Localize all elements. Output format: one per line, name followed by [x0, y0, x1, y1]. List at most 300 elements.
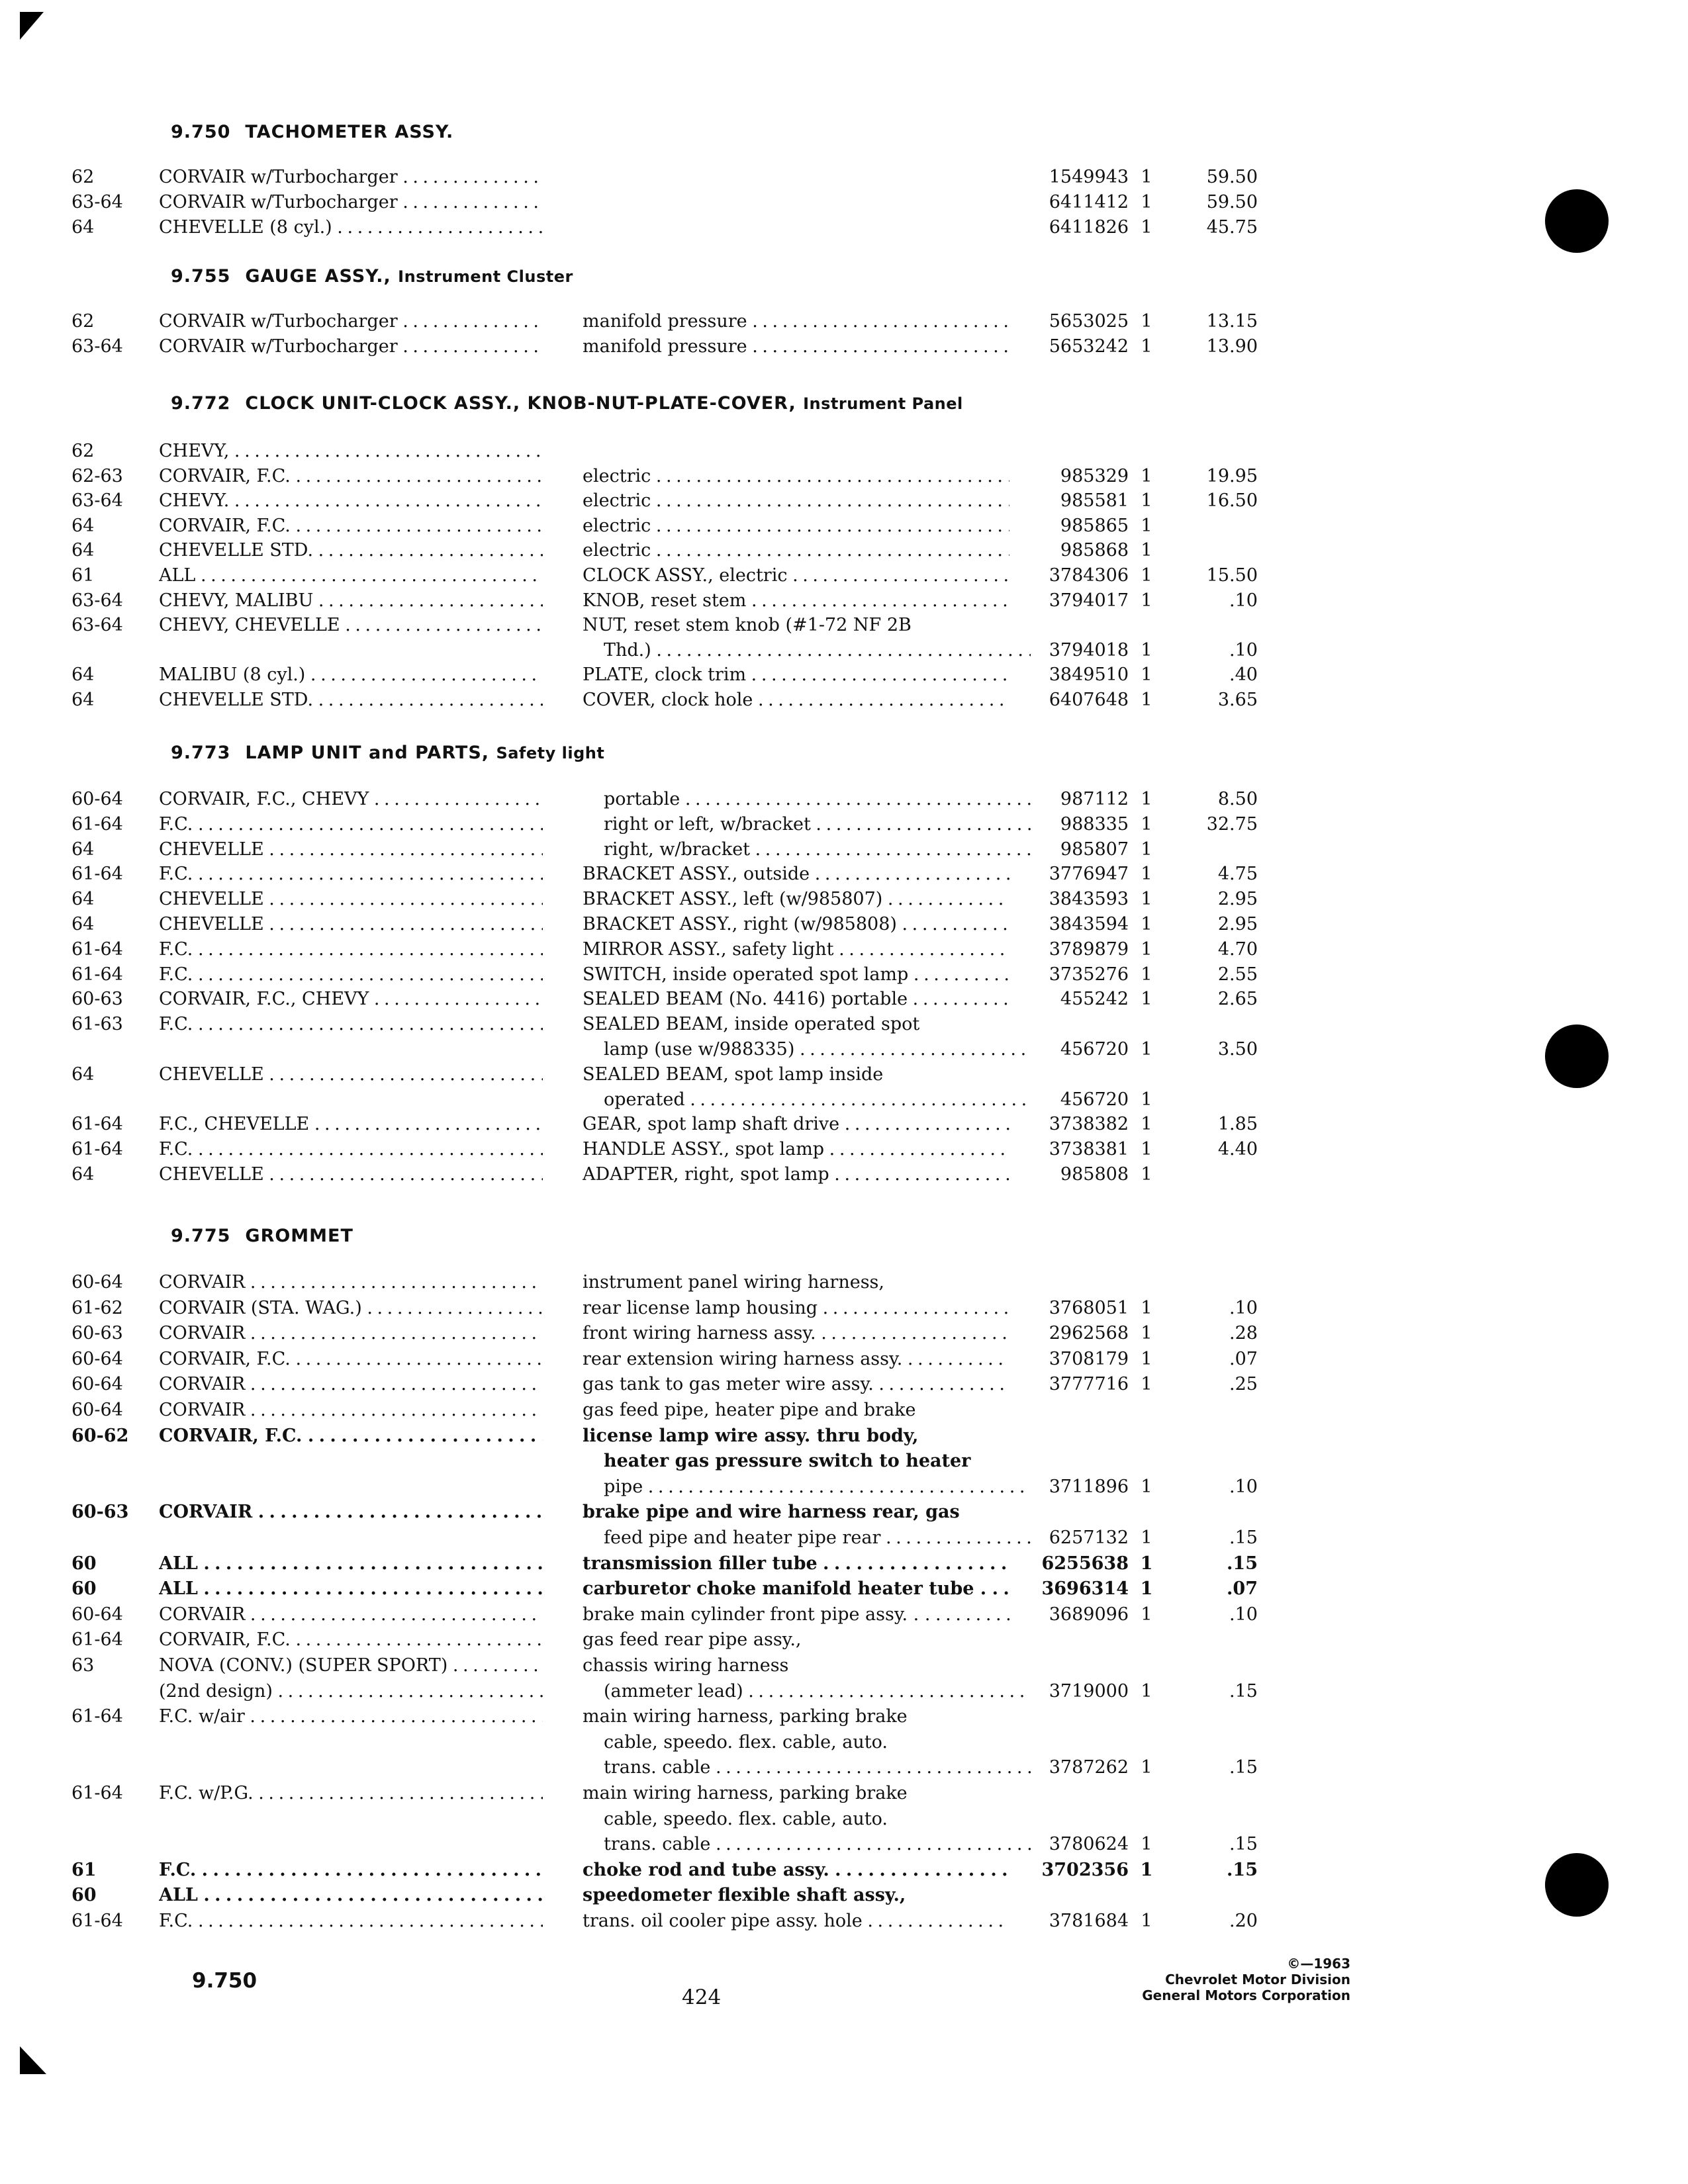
list-price: 4.40	[1217, 1139, 1258, 1160]
part-number: 987112	[1060, 789, 1129, 809]
quantity: 1	[1141, 1114, 1152, 1134]
part-row	[0, 1705, 1688, 1729]
part-description: cable, speedo. flex. cable, auto.	[604, 1732, 888, 1752]
quantity: 1	[1141, 1164, 1152, 1185]
model-years: 60-64	[71, 1272, 123, 1293]
part-description: transmission filler tube . . .	[583, 1552, 1009, 1576]
part-description: gas feed rear pipe assy.,	[583, 1629, 802, 1650]
part-description: rear license lamp housing . . .	[583, 1297, 1009, 1320]
part-description: CLOCK ASSY., electric . . .	[583, 564, 1009, 588]
corporation-name: General Motors Corporation	[1142, 1987, 1350, 2003]
part-row	[0, 614, 1688, 637]
part-number: 3794018	[1049, 640, 1129, 660]
section-heading	[171, 740, 604, 766]
part-row	[0, 1013, 1688, 1036]
list-price: .15	[1227, 1553, 1258, 1574]
model-years: 61	[71, 565, 95, 586]
part-description: license lamp wire assy. thru body,	[583, 1426, 919, 1446]
model-name: CORVAIR . . .	[159, 1603, 543, 1627]
part-row	[0, 688, 1688, 712]
model-years: 61-62	[71, 1298, 123, 1318]
part-number: 3794017	[1049, 590, 1129, 611]
quantity: 1	[1141, 1374, 1152, 1394]
publisher-block	[1099, 1956, 1350, 2003]
model-years: 63-64	[71, 336, 123, 357]
list-price: .10	[1229, 590, 1258, 611]
part-description: cable, speedo. flex. cable, auto.	[604, 1809, 888, 1829]
division-name: Chevrolet Motor Division	[1165, 1972, 1350, 1987]
part-row	[0, 963, 1688, 987]
part-row	[0, 564, 1688, 588]
section-number: 9.772	[171, 393, 231, 414]
part-description: manifold pressure . . .	[583, 310, 1009, 334]
model-name: CORVAIR, F.C. . . .	[159, 1347, 543, 1371]
part-row	[0, 191, 1688, 214]
part-row	[0, 1347, 1688, 1371]
section-heading	[171, 1223, 353, 1250]
part-row	[0, 1526, 1688, 1550]
list-price: 2.55	[1217, 964, 1258, 985]
model-name: CORVAIR, F.C. . . .	[159, 514, 543, 538]
quantity: 1	[1141, 789, 1152, 809]
model-years: 64	[71, 1164, 95, 1185]
model-name: CHEVELLE (8 cyl.) . . .	[159, 216, 543, 240]
part-description: (ammeter lead) . . .	[583, 1680, 1031, 1704]
part-description: trans. oil cooler pipe assy. hole . . .	[583, 1909, 1009, 1933]
section-qualifier: Safety light	[496, 744, 605, 762]
part-row	[0, 1654, 1688, 1678]
part-description: right, w/bracket . . .	[583, 838, 1031, 862]
list-price: .15	[1229, 1681, 1258, 1702]
quantity: 1	[1141, 1911, 1152, 1931]
part-description: COVER, clock hole . . .	[583, 688, 1009, 712]
section-qualifier: Instrument Cluster	[398, 267, 573, 286]
part-description: Thd.) . . .	[583, 639, 1031, 662]
part-description: electric . . .	[583, 489, 1009, 513]
model-name: CHEVELLE . . .	[159, 838, 543, 862]
model-name: CORVAIR, F.C. . . .	[159, 1424, 543, 1448]
part-description: BRACKET ASSY., right (w/985808) . . .	[583, 913, 1009, 936]
model-years: 60-64	[71, 1374, 123, 1394]
model-name: CORVAIR . . .	[159, 1398, 543, 1422]
quantity: 1	[1141, 1039, 1152, 1060]
model-years: 63-64	[71, 490, 123, 511]
part-row	[0, 1680, 1688, 1704]
model-years: 61-64	[71, 939, 123, 960]
part-row	[0, 1271, 1688, 1295]
part-number: 3702356	[1041, 1860, 1129, 1880]
page-number: 424	[682, 1985, 722, 2009]
part-row	[0, 1909, 1688, 1933]
list-price: .15	[1227, 1860, 1258, 1880]
model-years: 60-63	[71, 1323, 123, 1343]
part-description: pipe . . .	[583, 1475, 1031, 1499]
model-years: 61	[71, 1860, 97, 1880]
quantity: 1	[1141, 516, 1152, 536]
part-number: 1549943	[1049, 167, 1129, 187]
part-description: main wiring harness, parking brake	[583, 1706, 908, 1727]
model-years: 60-64	[71, 1604, 123, 1625]
part-description: electric . . .	[583, 539, 1009, 563]
list-price: 4.70	[1217, 939, 1258, 960]
part-number: 3777716	[1049, 1374, 1129, 1394]
list-price: 3.50	[1217, 1039, 1258, 1060]
part-row	[0, 1063, 1688, 1087]
model-years: 60-63	[71, 1502, 129, 1522]
part-row	[0, 539, 1688, 563]
section-qualifier: Instrument Panel	[803, 394, 963, 413]
part-description: ADAPTER, right, spot lamp . . .	[583, 1163, 1009, 1187]
section-heading	[171, 263, 573, 290]
part-number: 456720	[1060, 1039, 1129, 1060]
part-number: 6411412	[1049, 192, 1129, 212]
part-row	[0, 310, 1688, 334]
part-description: electric . . .	[583, 465, 1009, 488]
quantity: 1	[1141, 839, 1152, 860]
part-number: 2962568	[1049, 1323, 1129, 1343]
list-price: .10	[1229, 1298, 1258, 1318]
part-row	[0, 813, 1688, 837]
part-row	[0, 1833, 1688, 1856]
quantity: 1	[1141, 664, 1152, 685]
model-name: CORVAIR . . .	[159, 1500, 543, 1524]
part-number: 6411826	[1049, 217, 1129, 238]
part-description: electric . . .	[583, 514, 1009, 538]
model-years: 60-64	[71, 789, 123, 809]
model-name: F.C. w/P.G. . . .	[159, 1782, 543, 1805]
model-name: NOVA (CONV.) (SUPER SPORT) . . .	[159, 1654, 543, 1678]
section-number: 9.750	[171, 122, 231, 142]
section-title: CLOCK UNIT-CLOCK ASSY., KNOB-NUT-PLATE-COVER,	[245, 393, 796, 414]
part-row	[0, 639, 1688, 662]
part-row	[0, 216, 1688, 240]
list-price: 13.15	[1206, 311, 1258, 332]
model-name: CHEVY, . . .	[159, 439, 543, 463]
model-years: 61-64	[71, 1783, 123, 1803]
model-years: 64	[71, 889, 95, 909]
part-number: 985868	[1060, 540, 1129, 561]
quantity: 1	[1141, 540, 1152, 561]
part-row	[0, 862, 1688, 886]
model-years: 63-64	[71, 590, 123, 611]
part-row	[0, 1577, 1688, 1601]
list-price: 59.50	[1206, 167, 1258, 187]
part-description: brake main cylinder front pipe assy. . . . . .	[583, 1603, 1009, 1627]
list-price: 19.95	[1206, 466, 1258, 486]
part-description: choke rod and tube assy. . . .	[583, 1858, 1009, 1882]
model-name: CHEVELLE STD. . . .	[159, 539, 543, 563]
part-row	[0, 1782, 1688, 1805]
part-description: front wiring harness assy. . . .	[583, 1322, 1009, 1345]
list-price: 32.75	[1206, 814, 1258, 835]
part-number: 985329	[1060, 466, 1129, 486]
list-price: .15	[1229, 1527, 1258, 1548]
part-description: NUT, reset stem knob (#1-72 NF 2B	[583, 615, 912, 635]
part-number: 985807	[1060, 839, 1129, 860]
model-years: 61-64	[71, 1114, 123, 1134]
model-years: 61-64	[71, 1629, 123, 1650]
part-row	[0, 1603, 1688, 1627]
list-price: .15	[1229, 1834, 1258, 1854]
model-years: 62-63	[71, 466, 123, 486]
quantity: 1	[1141, 1477, 1152, 1497]
part-number: 5653242	[1049, 336, 1129, 357]
part-description: SEALED BEAM (No. 4416) portable . . .	[583, 987, 1009, 1011]
model-years: 60-63	[71, 989, 123, 1009]
part-number: 3784306	[1049, 565, 1129, 586]
model-years: 60-64	[71, 1349, 123, 1369]
quantity: 1	[1141, 466, 1152, 486]
model-name: MALIBU (8 cyl.) . . .	[159, 663, 543, 687]
part-row	[0, 335, 1688, 359]
part-description: BRACKET ASSY., outside . . .	[583, 862, 1009, 886]
quantity: 1	[1141, 939, 1152, 960]
part-row	[0, 1088, 1688, 1112]
part-description: HANDLE ASSY., spot lamp . . .	[583, 1138, 1009, 1161]
part-row	[0, 913, 1688, 936]
part-row	[0, 1449, 1688, 1473]
part-number: 985581	[1060, 490, 1129, 511]
part-description: trans. cable . . .	[583, 1833, 1031, 1856]
quantity: 1	[1141, 490, 1152, 511]
part-row	[0, 489, 1688, 513]
part-row	[0, 1731, 1688, 1754]
quantity: 1	[1141, 1604, 1152, 1625]
quantity: 1	[1141, 590, 1152, 611]
model-name: (2nd design) . . .	[159, 1680, 543, 1704]
part-row	[0, 1858, 1688, 1882]
part-description: lamp (use w/988335) . . .	[583, 1038, 1031, 1062]
section-number: 9.755	[171, 266, 231, 287]
part-number: 3780624	[1049, 1834, 1129, 1854]
part-description: SEALED BEAM, spot lamp inside	[583, 1064, 884, 1085]
part-number: 3711896	[1049, 1477, 1129, 1497]
model-years: 63-64	[71, 192, 123, 212]
model-name: ALL . . .	[159, 1884, 543, 1907]
quantity: 1	[1140, 1578, 1153, 1599]
part-number: 3735276	[1049, 964, 1129, 985]
part-row	[0, 663, 1688, 687]
part-row	[0, 1424, 1688, 1448]
section-heading	[171, 119, 453, 146]
quantity: 1	[1141, 1298, 1152, 1318]
list-price: 8.50	[1217, 789, 1258, 809]
part-description: gas feed pipe, heater pipe and brake	[583, 1400, 916, 1420]
part-number: 3776947	[1049, 864, 1129, 884]
list-price: 59.50	[1206, 192, 1258, 212]
part-number: 985865	[1060, 516, 1129, 536]
model-name: F.C. . . .	[159, 862, 543, 886]
section-title: TACHOMETER ASSY.	[245, 122, 454, 142]
part-number: 6257132	[1049, 1527, 1129, 1548]
part-number: 3738382	[1049, 1114, 1129, 1134]
part-description: operated . . .	[583, 1088, 1031, 1112]
part-row	[0, 1113, 1688, 1136]
footer-section-ref: 9.750	[192, 1969, 258, 1993]
quantity: 1	[1141, 1139, 1152, 1160]
model-name: CORVAIR w/Turbocharger . . .	[159, 335, 543, 359]
section-title: GROMMET	[245, 1226, 353, 1246]
model-name: CHEVY, CHEVELLE . . .	[159, 614, 543, 637]
part-number: 3787262	[1049, 1757, 1129, 1778]
model-name: ALL . . .	[159, 1577, 543, 1601]
model-years: 61-64	[71, 1706, 123, 1727]
quantity: 1	[1141, 217, 1152, 238]
quantity: 1	[1141, 565, 1152, 586]
part-number: 3849510	[1049, 664, 1129, 685]
part-number: 3738381	[1049, 1139, 1129, 1160]
model-name: F.C. . . .	[159, 813, 543, 837]
part-row	[0, 1373, 1688, 1396]
model-name: CHEVELLE . . .	[159, 1163, 543, 1187]
model-years: 64	[71, 217, 95, 238]
quantity: 1	[1141, 167, 1152, 187]
model-name: F.C., CHEVELLE . . .	[159, 1113, 543, 1136]
model-name: CORVAIR w/Turbocharger . . .	[159, 310, 543, 334]
list-price: 16.50	[1206, 490, 1258, 511]
list-price: 2.95	[1217, 914, 1258, 934]
list-price: 2.65	[1217, 989, 1258, 1009]
part-row	[0, 1475, 1688, 1499]
list-price: 15.50	[1206, 565, 1258, 586]
copyright: ©—1963	[1287, 1956, 1350, 1972]
quantity: 1	[1141, 814, 1152, 835]
part-row	[0, 465, 1688, 488]
section-title: GAUGE ASSY.,	[245, 266, 391, 287]
model-years: 62	[71, 441, 95, 461]
quantity: 1	[1141, 1834, 1152, 1854]
list-price: 4.75	[1217, 864, 1258, 884]
part-number: 3843593	[1049, 889, 1129, 909]
list-price: .28	[1229, 1323, 1258, 1343]
model-name: CHEVELLE . . .	[159, 1063, 543, 1087]
model-name: CORVAIR . . .	[159, 1373, 543, 1396]
part-description: right or left, w/bracket . . .	[583, 813, 1031, 837]
part-description: KNOB, reset stem . . .	[583, 589, 1009, 613]
model-years: 61-64	[71, 864, 123, 884]
part-description: gas tank to gas meter wire assy. . . .	[583, 1373, 1009, 1396]
list-price: 13.90	[1206, 336, 1258, 357]
model-name: CORVAIR (STA. WAG.) . . .	[159, 1297, 543, 1320]
part-row	[0, 1807, 1688, 1831]
model-name: ALL . . .	[159, 564, 543, 588]
model-name: F.C. . . .	[159, 1138, 543, 1161]
part-row	[0, 1297, 1688, 1320]
model-name: CORVAIR w/Turbocharger . . .	[159, 191, 543, 214]
model-years: 60	[71, 1578, 97, 1599]
part-number: 6407648	[1049, 690, 1129, 710]
model-years: 61-64	[71, 1911, 123, 1931]
part-description: PLATE, clock trim . . .	[583, 663, 1009, 687]
part-description: chassis wiring harness	[583, 1655, 789, 1676]
model-years: 64	[71, 690, 95, 710]
part-description: trans. cable . . .	[583, 1756, 1031, 1780]
section-number: 9.773	[171, 743, 231, 763]
part-row	[0, 788, 1688, 811]
quantity: 1	[1141, 1681, 1152, 1702]
part-row	[0, 1398, 1688, 1422]
list-price: .07	[1227, 1578, 1258, 1599]
model-years: 63	[71, 1655, 95, 1676]
section-number: 9.775	[171, 1226, 231, 1246]
quantity: 1	[1141, 1349, 1152, 1369]
registration-mark-top	[20, 12, 44, 40]
section-title: LAMP UNIT and PARTS,	[245, 743, 490, 763]
model-name: CHEVELLE . . .	[159, 887, 543, 911]
model-name: CORVAIR, F.C., CHEVY . . .	[159, 788, 543, 811]
model-name: CHEVELLE . . .	[159, 913, 543, 936]
part-description: GEAR, spot lamp shaft drive . . .	[583, 1113, 1009, 1136]
model-name: CORVAIR, F.C. . . .	[159, 465, 543, 488]
model-years: 61-64	[71, 1139, 123, 1160]
part-number: 3689096	[1049, 1604, 1129, 1625]
part-description: instrument panel wiring harness,	[583, 1272, 884, 1293]
part-description: MIRROR ASSY., safety light . . .	[583, 938, 1009, 962]
part-row	[0, 1322, 1688, 1345]
quantity: 1	[1141, 192, 1152, 212]
part-number: 6255638	[1041, 1553, 1129, 1574]
quantity: 1	[1141, 311, 1152, 332]
part-number: 5653025	[1049, 311, 1129, 332]
model-years: 60-64	[71, 1400, 123, 1420]
part-number: 455242	[1060, 989, 1129, 1009]
part-row	[0, 987, 1688, 1011]
quantity: 1	[1141, 964, 1152, 985]
model-years: 61-64	[71, 814, 123, 835]
list-price: .10	[1229, 1477, 1258, 1497]
model-name: F.C. . . .	[159, 963, 543, 987]
quantity: 1	[1141, 640, 1152, 660]
list-price: .25	[1229, 1374, 1258, 1394]
list-price: 1.85	[1217, 1114, 1258, 1134]
section-heading	[171, 390, 963, 417]
list-price: .07	[1229, 1349, 1258, 1369]
part-number: 3708179	[1049, 1349, 1129, 1369]
model-name: CHEVY. . . .	[159, 489, 543, 513]
part-row	[0, 1756, 1688, 1780]
model-name: F.C. . . .	[159, 1858, 543, 1882]
part-number: 3843594	[1049, 914, 1129, 934]
part-row	[0, 1552, 1688, 1576]
quantity: 1	[1140, 1553, 1153, 1574]
model-years: 60-62	[71, 1426, 129, 1446]
quantity: 1	[1141, 914, 1152, 934]
part-number: 3719000	[1049, 1681, 1129, 1702]
model-years: 60	[71, 1553, 97, 1574]
list-price: 2.95	[1217, 889, 1258, 909]
list-price: .40	[1229, 664, 1258, 685]
quantity: 1	[1141, 1527, 1152, 1548]
part-description: SEALED BEAM, inside operated spot	[583, 1014, 920, 1034]
part-row	[0, 439, 1688, 463]
model-years: 64	[71, 1064, 95, 1085]
quantity: 1	[1140, 1860, 1153, 1880]
part-description: feed pipe and heater pipe rear . . .	[583, 1526, 1031, 1550]
part-row	[0, 1163, 1688, 1187]
model-name: CORVAIR . . .	[159, 1322, 543, 1345]
model-years: 64	[71, 839, 95, 860]
quantity: 1	[1141, 690, 1152, 710]
part-row	[0, 514, 1688, 538]
part-description: heater gas pressure switch to heater	[604, 1451, 971, 1471]
model-years: 62	[71, 311, 95, 332]
quantity: 1	[1141, 889, 1152, 909]
model-name: CORVAIR . . .	[159, 1271, 543, 1295]
model-name: CHEVY, MALIBU . . .	[159, 589, 543, 613]
list-price: .10	[1229, 1604, 1258, 1625]
part-number: 988335	[1060, 814, 1129, 835]
part-description: main wiring harness, parking brake	[583, 1783, 908, 1803]
